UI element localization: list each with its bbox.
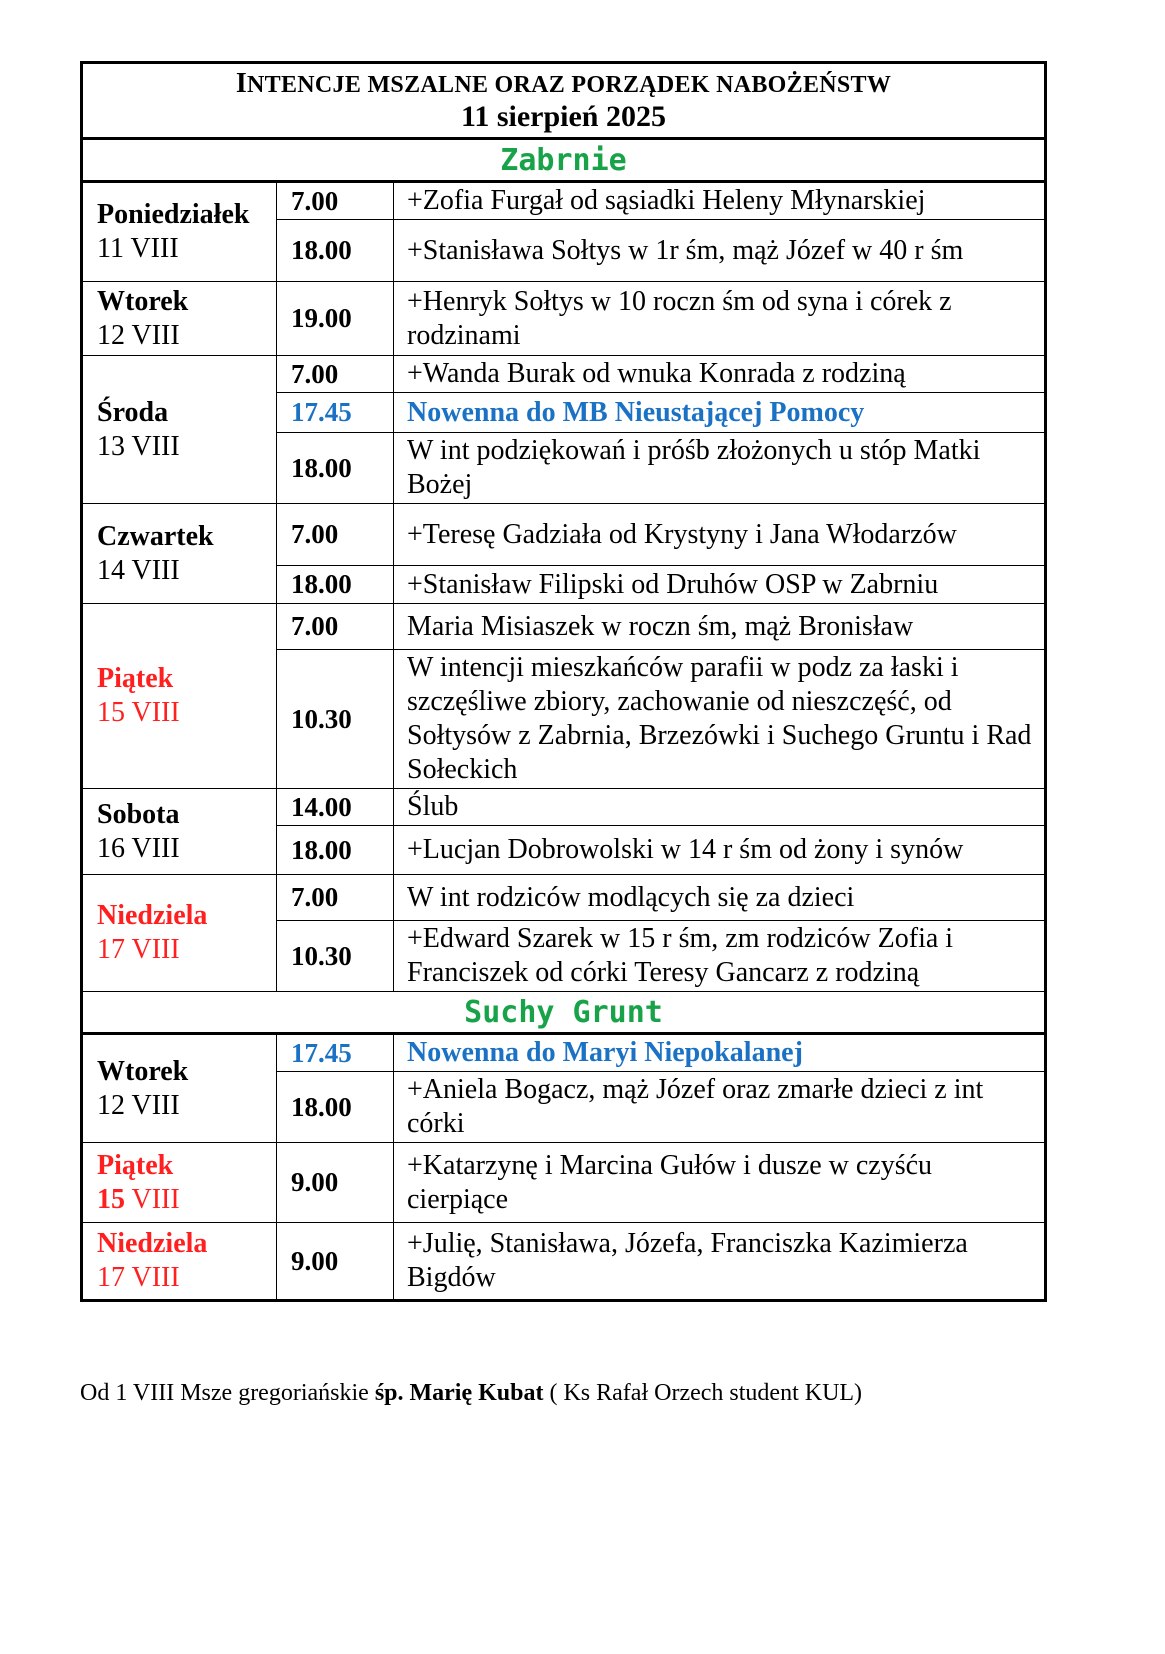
day-name: Środa [97, 396, 169, 428]
page-title: INTENCJE MSZALNE ORAZ PORZĄDEK NABOŻEŃSTW [235, 68, 892, 99]
day-cell-thursday [82, 504, 277, 604]
day-name: Czwartek [97, 520, 214, 552]
day-cell-sunday [82, 1223, 277, 1301]
mass-time: 7.00 [277, 356, 394, 393]
day-cell-saturday [82, 789, 277, 875]
novena-title: Nowenna do MB Nieustającej Pomocy [394, 393, 1046, 433]
day-name: Sobota [97, 798, 180, 830]
day-date: 17 VIII [97, 1262, 180, 1293]
day-name: Poniedziałek [97, 199, 250, 230]
mass-intention: Maria Misiaszek w roczn śm, mąż Bronisław [394, 604, 1046, 650]
day-date: 13 VIII [97, 430, 180, 462]
day-date: 14 VIII [97, 554, 180, 586]
day-cell-friday [82, 1143, 277, 1223]
mass-intention: +Lucjan Dobrowolski w 14 r śm od żony i synów [394, 826, 1046, 875]
mass-time: 18.00 [277, 220, 394, 282]
mass-time: 18.00 [277, 826, 394, 875]
mass-time: 7.00 [277, 504, 394, 566]
day-date: 12 VIII [97, 1089, 180, 1121]
mass-intention: +Stanisława Sołtys w 1r śm, mąż Józef w 40 r śm [394, 220, 1046, 282]
schedule-date: 11 sierpień 2025 [460, 100, 666, 133]
mass-time: 14.00 [277, 789, 394, 826]
mass-time: 7.00 [277, 604, 394, 650]
day-cell-wednesday [82, 356, 277, 504]
mass-intention: +Henryk Sołtys w 10 roczn śm od syna i córek z rodzinami [394, 282, 1046, 356]
day-date: 15 VIII [97, 1183, 180, 1215]
mass-time: 9.00 [277, 1143, 394, 1223]
mass-time: 18.00 [277, 1072, 394, 1143]
day-date: 17 VIII [97, 934, 180, 965]
day-date: 16 VIII [97, 832, 180, 864]
mass-intention: +Edward Szarek w 15 r śm, zm rodziców Zofia i Franciszek od córki Teresy Gancarz z rodziną [394, 921, 1046, 992]
mass-time: 9.00 [277, 1223, 394, 1301]
day-cell-tuesday [82, 1034, 277, 1143]
mass-intention: +Julię, Stanisława, Józefa, Franciszka Kazimierza Bigdów [394, 1223, 1046, 1301]
novena-time: 17.45 [277, 1034, 394, 1072]
mass-time: 10.30 [277, 921, 394, 992]
day-cell-tuesday [82, 282, 277, 356]
day-date: 15 VIII [97, 697, 180, 728]
day-date: 11 VIII [97, 233, 179, 264]
section-title-zabrnie: Zabrnie [82, 139, 1046, 182]
mass-time: 7.00 [277, 182, 394, 220]
day-cell-monday [82, 182, 277, 282]
day-name: Niedziela [97, 1228, 208, 1259]
day-cell-sunday [82, 875, 277, 992]
mass-intention: +Stanisław Filipski od Druhów OSP w Zabrniu [394, 566, 1046, 604]
mass-time: 18.00 [277, 433, 394, 504]
mass-intention: +Wanda Burak od wnuka Konrada z rodziną [394, 356, 1046, 393]
day-name: Wtorek [97, 1055, 189, 1087]
mass-intention: Ślub [394, 789, 1046, 826]
mass-time: 19.00 [277, 282, 394, 356]
day-name: Niedziela [97, 900, 208, 931]
mass-time: 10.30 [277, 650, 394, 789]
gregorian-masses-note: Od 1 VIII Msze gregoriańskie śp. Marię Kubat ( Ks Rafał Orzech student KUL) [80, 1380, 863, 1406]
mass-intention: W int rodziców modlących się za dzieci [394, 875, 1046, 921]
mass-intention: +Zofia Furgał od sąsiadki Heleny Młynarskiej [394, 182, 1046, 220]
section-title-suchy-grunt: Suchy Grunt [82, 992, 1046, 1034]
mass-intention: +Katarzynę i Marcina Gułów i dusze w czyśću cierpiące [394, 1143, 1046, 1223]
novena-time: 17.45 [277, 393, 394, 433]
day-name: Piątek [97, 1149, 174, 1181]
mass-intentions-table [80, 61, 1047, 1302]
novena-title: Nowenna do Maryi Niepokalanej [394, 1034, 1046, 1072]
day-date: 12 VIII [97, 319, 180, 351]
mass-intention: +Aniela Bogacz, mąż Józef oraz zmarłe dzieci z int córki [394, 1072, 1046, 1143]
mass-time: 7.00 [277, 875, 394, 921]
day-name: Piątek [97, 663, 174, 694]
mass-intention: +Teresę Gadziała od Krystyny i Jana Włodarzów [394, 504, 1046, 566]
mass-time: 18.00 [277, 566, 394, 604]
day-cell-friday [82, 604, 277, 789]
mass-intention: W intencji mieszkańców parafii w podz za łaski i szczęśliwe zbiory, zachowanie od nieszczęść, od Sołtysów z Zabrnia, Brzezówki i Suchego Gruntu i Rad Sołeckich [394, 650, 1046, 789]
table-header [82, 63, 1046, 139]
day-name: Wtorek [97, 285, 189, 317]
mass-intention: W int podziękowań i próśb złożonych u stóp Matki Bożej [394, 433, 1046, 504]
